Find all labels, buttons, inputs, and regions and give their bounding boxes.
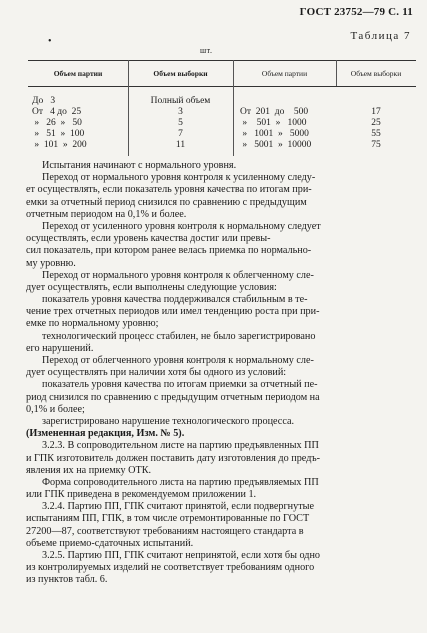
header-sample-left: Объем выборки [153, 69, 208, 78]
paragraph: Переход от облегченного уровня контроля к нормальному сле- [42, 355, 314, 366]
paragraph-line: или ГПК приведена в рекомендуемом приложении 1. [26, 489, 257, 501]
paragraph: Переход от нормального уровня контроля к усиленному следу- [42, 172, 316, 184]
sample-size-table [28, 60, 416, 156]
paragraph-line: из контролируемых изделий не соответствует требованиям одного [26, 562, 315, 574]
paragraph-line: явления их на приемку ОТК. [26, 464, 152, 476]
sample-right-column: 17 25 55 75 [371, 107, 381, 150]
paragraph-line: испытаниям ПП, ГПК, в том числе отремонтированные по ГОСТ [26, 513, 310, 525]
header-party-left: Объем партии [53, 69, 103, 78]
paragraph-line: ет осуществлять, если показатель уровня качества по итогам при- [26, 184, 312, 196]
party-left-column: До 3 От 4 до 25 » 26 » 50 » 51 » 100 » 101 » 200 [32, 96, 87, 150]
paragraph-line: объеме приемо-сдаточных испытаний. [26, 537, 194, 549]
table-header-rule [28, 86, 416, 87]
paragraph-line: и ГПК изготовитель должен поставить дату изготовления до предъ- [26, 452, 321, 464]
paragraph-line: риод снизился по сравнению с предыдущим отчетным периодом на [26, 391, 320, 403]
paragraph-line: сил показатель, при котором ранее велась приемка по нормально- [26, 245, 312, 257]
bullet-mark: • [48, 36, 52, 47]
paragraph: Переход от усиленного уровня контроля к нормальному следует [42, 220, 321, 232]
clause-3-2-4: 3.2.4. Партию ПП, ГПК считают принятой, если подвергнутые [42, 501, 315, 513]
paragraph: показатель уровня качества поддерживался стабильным в те- [42, 294, 308, 306]
sample-left-column: Полный объем 3 5 7 11 [150, 96, 211, 150]
clause-3-2-5: 3.2.5. Партию ПП, ГПК считают непринятой, если хотя бы одно [42, 550, 320, 561]
table-top-rule [28, 60, 416, 61]
clause-3-2-3: 3.2.3. В сопроводительном листе на партию предъявленных ПП [42, 440, 319, 452]
paragraph-line: его нарушений. [26, 342, 94, 354]
table-unit: шт. [200, 46, 213, 55]
paragraph-line: емке по нормальному уровню; [26, 318, 159, 330]
page-header: ГОСТ 23752—79 С. 11 [299, 6, 413, 18]
paragraph-line: отчетным периодом на 0,1% и более. [26, 208, 187, 220]
paragraph-line: дует осуществлять, если выполнены следующие условия: [26, 281, 277, 293]
paragraph-line: 27200—87, соответствуют требованиям настоящего стандарта в [26, 525, 304, 537]
paragraph: Форма сопроводительного листа на партию предъявляемых ПП [42, 476, 319, 488]
paragraph-line: чение трех отчетных периодов или имел тенденцию роста при при- [26, 306, 320, 318]
amendment-note: (Измененная редакция, Изм. № 5). [26, 428, 185, 440]
paragraph-line: из пунктов табл. 6. [26, 574, 108, 586]
header-sample-right: Объем выборки [350, 69, 402, 78]
paragraph: Испытания начинают с нормального уровня. [42, 160, 237, 171]
paragraph-line: дует осуществлять при наличии хотя бы одного из условий: [26, 367, 287, 379]
paragraph: технологический процесс стабилен, не было зарегистрировано [42, 330, 316, 342]
party-right-column: От 201 до 500 » 501 » 1000 » 1001 » 5000 » 5001 » 10000 [240, 107, 312, 150]
table-title: Таблица 7 [350, 30, 411, 42]
body-text [26, 160, 414, 587]
paragraph-line: му уровню. [26, 257, 76, 269]
paragraph: показатель уровня качества по итогам приемки за отчетный пе- [42, 379, 318, 391]
paragraph-line: 0,1% и более; [26, 403, 85, 415]
paragraph: зарегистрировано нарушение технологического процесса. [42, 415, 295, 427]
paragraph-line: осуществлять, если уровень качества достиг или превы- [26, 233, 271, 245]
paragraph: Переход от нормального уровня контроля к облегченному сле- [42, 269, 314, 281]
header-party-right: Объем партии [261, 69, 308, 78]
paragraph-line: емки за отчетный период снизился по сравнению с предыдущим [26, 196, 307, 208]
